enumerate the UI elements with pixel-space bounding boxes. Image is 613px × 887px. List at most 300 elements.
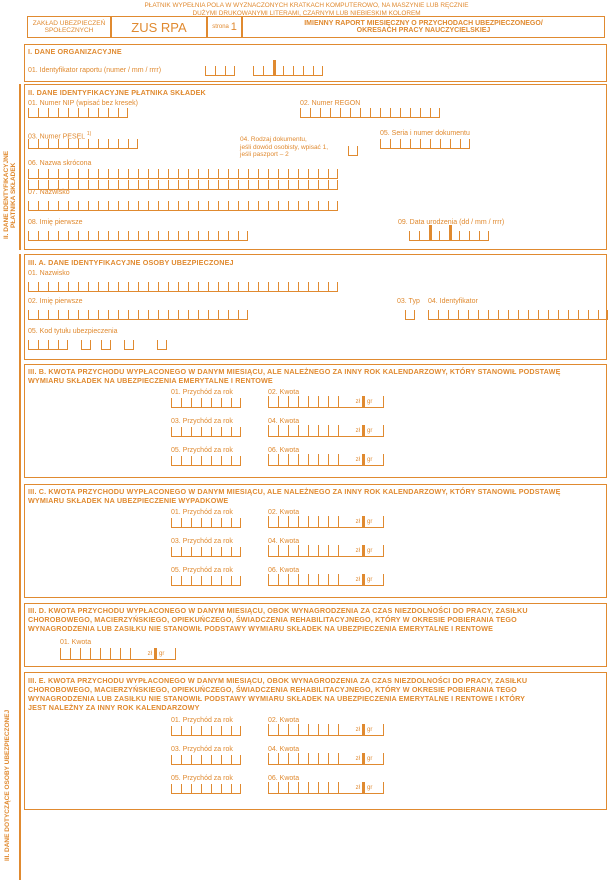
digit-cell[interactable] xyxy=(298,516,308,528)
char-cell[interactable] xyxy=(78,180,88,190)
digit-cell[interactable] xyxy=(308,574,318,586)
doc-type-field[interactable] xyxy=(348,146,358,156)
char-cell[interactable] xyxy=(128,139,138,149)
digit-cell[interactable] xyxy=(328,454,338,466)
digit-cell[interactable] xyxy=(308,724,318,736)
char-cell[interactable] xyxy=(231,547,241,557)
char-cell[interactable] xyxy=(430,108,440,118)
char-cell[interactable] xyxy=(78,282,88,292)
char-cell[interactable] xyxy=(191,784,201,794)
char-cell[interactable] xyxy=(188,201,198,211)
char-cell[interactable] xyxy=(198,310,208,320)
char-cell[interactable] xyxy=(58,169,68,179)
digit-cell[interactable] xyxy=(338,425,348,437)
char-cell[interactable] xyxy=(148,231,158,241)
char-cell[interactable] xyxy=(168,282,178,292)
char-cell[interactable] xyxy=(98,282,108,292)
char-cell[interactable] xyxy=(108,180,118,190)
char-cell[interactable] xyxy=(88,282,98,292)
char-cell[interactable] xyxy=(108,169,118,179)
char-cell[interactable] xyxy=(68,282,78,292)
char-cell[interactable] xyxy=(238,201,248,211)
char-cell[interactable] xyxy=(98,108,108,118)
char-cell[interactable] xyxy=(211,398,221,408)
char-cell[interactable] xyxy=(218,282,228,292)
char-cell[interactable] xyxy=(118,201,128,211)
digit-cell[interactable] xyxy=(318,782,328,794)
regon-field[interactable] xyxy=(300,108,440,118)
char-cell[interactable] xyxy=(118,108,128,118)
char-cell[interactable] xyxy=(450,139,460,149)
char-cell[interactable] xyxy=(88,180,98,190)
char-cell[interactable] xyxy=(231,456,241,466)
digit-cell[interactable] xyxy=(268,574,278,586)
char-cell[interactable] xyxy=(38,139,48,149)
amount-field[interactable] xyxy=(268,454,384,466)
char-cell[interactable] xyxy=(148,310,158,320)
char-cell[interactable] xyxy=(48,231,58,241)
char-cell[interactable] xyxy=(38,310,48,320)
char-cell[interactable] xyxy=(28,282,38,292)
char-cell[interactable] xyxy=(201,456,211,466)
char-cell[interactable] xyxy=(178,169,188,179)
short-name-field-1[interactable] xyxy=(28,169,338,179)
digit-cell[interactable] xyxy=(308,454,318,466)
char-cell[interactable] xyxy=(238,169,248,179)
char-cell[interactable] xyxy=(88,231,98,241)
char-cell[interactable] xyxy=(188,310,198,320)
char-cell[interactable] xyxy=(420,108,430,118)
char-cell[interactable] xyxy=(558,310,568,320)
char-cell[interactable] xyxy=(538,310,548,320)
char-cell[interactable] xyxy=(498,310,508,320)
digit-cell[interactable] xyxy=(278,454,288,466)
digit-cell[interactable] xyxy=(268,782,278,794)
char-cell[interactable] xyxy=(221,726,231,736)
char-cell[interactable] xyxy=(278,169,288,179)
char-cell[interactable] xyxy=(108,310,118,320)
char-cell[interactable] xyxy=(578,310,588,320)
char-cell[interactable] xyxy=(231,576,241,586)
payer-firstname-field[interactable] xyxy=(28,231,248,241)
char-cell[interactable] xyxy=(138,231,148,241)
char-cell[interactable] xyxy=(318,201,328,211)
char-cell[interactable] xyxy=(138,201,148,211)
amount-field[interactable] xyxy=(268,396,384,408)
char-cell[interactable] xyxy=(598,310,608,320)
char-cell[interactable] xyxy=(370,108,380,118)
char-cell[interactable] xyxy=(258,169,268,179)
char-cell[interactable] xyxy=(410,108,420,118)
char-cell[interactable] xyxy=(440,139,450,149)
char-cell[interactable] xyxy=(221,456,231,466)
char-cell[interactable] xyxy=(48,310,58,320)
char-cell[interactable] xyxy=(328,201,338,211)
char-cell[interactable] xyxy=(171,755,181,765)
char-cell[interactable] xyxy=(191,427,201,437)
digit-cell[interactable] xyxy=(338,545,348,557)
digit-cell[interactable] xyxy=(328,574,338,586)
char-cell[interactable] xyxy=(248,282,258,292)
char-cell[interactable] xyxy=(118,180,128,190)
char-cell[interactable] xyxy=(228,201,238,211)
char-cell[interactable] xyxy=(191,726,201,736)
digit-cell[interactable] xyxy=(278,425,288,437)
year-field[interactable] xyxy=(171,755,241,765)
char-cell[interactable] xyxy=(328,180,338,190)
char-cell[interactable] xyxy=(318,169,328,179)
char-cell[interactable] xyxy=(221,755,231,765)
char-cell[interactable] xyxy=(390,108,400,118)
char-cell[interactable] xyxy=(158,282,168,292)
char-cell[interactable] xyxy=(330,108,340,118)
short-name-field-2[interactable] xyxy=(28,180,338,190)
insurance-code-field-2[interactable] xyxy=(81,340,91,350)
digit-cell[interactable] xyxy=(308,396,318,408)
char-cell[interactable] xyxy=(211,547,221,557)
char-cell[interactable] xyxy=(171,726,181,736)
char-cell[interactable] xyxy=(238,282,248,292)
char-cell[interactable] xyxy=(318,282,328,292)
char-cell[interactable] xyxy=(278,180,288,190)
digit-cell[interactable] xyxy=(328,545,338,557)
digit-cell[interactable] xyxy=(288,454,298,466)
char-cell[interactable] xyxy=(78,310,88,320)
digit-cell[interactable] xyxy=(298,782,308,794)
digit-cell[interactable] xyxy=(318,724,328,736)
char-cell[interactable] xyxy=(118,310,128,320)
char-cell[interactable] xyxy=(248,169,258,179)
year-field[interactable] xyxy=(171,427,241,437)
digit-cell[interactable] xyxy=(338,396,348,408)
char-cell[interactable] xyxy=(68,169,78,179)
char-cell[interactable] xyxy=(138,180,148,190)
char-cell[interactable] xyxy=(201,518,211,528)
char-cell[interactable] xyxy=(380,108,390,118)
insurance-code-field[interactable] xyxy=(28,340,68,350)
year-field[interactable] xyxy=(171,398,241,408)
char-cell[interactable] xyxy=(171,456,181,466)
char-cell[interactable] xyxy=(208,169,218,179)
char-cell[interactable] xyxy=(158,180,168,190)
char-cell[interactable] xyxy=(308,180,318,190)
char-cell[interactable] xyxy=(568,310,578,320)
doc-number-field[interactable] xyxy=(380,139,470,149)
year-field[interactable] xyxy=(171,518,241,528)
digit-cell[interactable] xyxy=(338,574,348,586)
char-cell[interactable] xyxy=(231,518,241,528)
char-cell[interactable] xyxy=(181,726,191,736)
char-cell[interactable] xyxy=(188,169,198,179)
char-cell[interactable] xyxy=(98,231,108,241)
char-cell[interactable] xyxy=(248,180,258,190)
char-cell[interactable] xyxy=(448,310,458,320)
char-cell[interactable] xyxy=(181,755,191,765)
char-cell[interactable] xyxy=(188,180,198,190)
digit-cell[interactable] xyxy=(278,782,288,794)
char-cell[interactable] xyxy=(78,139,88,149)
char-cell[interactable] xyxy=(320,108,330,118)
char-cell[interactable] xyxy=(460,139,470,149)
char-cell[interactable] xyxy=(218,180,228,190)
char-cell[interactable] xyxy=(108,201,118,211)
char-cell[interactable] xyxy=(68,310,78,320)
char-cell[interactable] xyxy=(221,784,231,794)
insured-surname-field[interactable] xyxy=(28,282,338,292)
char-cell[interactable] xyxy=(228,310,238,320)
char-cell[interactable] xyxy=(201,755,211,765)
char-cell[interactable] xyxy=(118,139,128,149)
char-cell[interactable] xyxy=(128,231,138,241)
char-cell[interactable] xyxy=(288,201,298,211)
char-cell[interactable] xyxy=(118,231,128,241)
char-cell[interactable] xyxy=(48,201,58,211)
digit-cell[interactable] xyxy=(318,454,328,466)
digit-cell[interactable] xyxy=(318,753,328,765)
char-cell[interactable] xyxy=(201,726,211,736)
char-cell[interactable] xyxy=(221,427,231,437)
char-cell[interactable] xyxy=(201,398,211,408)
char-cell[interactable] xyxy=(108,139,118,149)
insurance-code-field-5[interactable] xyxy=(157,340,167,350)
digit-cell[interactable] xyxy=(298,396,308,408)
char-cell[interactable] xyxy=(138,169,148,179)
char-cell[interactable] xyxy=(178,310,188,320)
char-cell[interactable] xyxy=(58,282,68,292)
char-cell[interactable] xyxy=(410,139,420,149)
digit-cell[interactable] xyxy=(278,724,288,736)
3d-amount-field[interactable]: zł gr xyxy=(60,648,176,660)
char-cell[interactable] xyxy=(178,231,188,241)
char-cell[interactable] xyxy=(268,201,278,211)
amount-field[interactable] xyxy=(268,516,384,528)
report-id-number[interactable] xyxy=(205,66,235,76)
char-cell[interactable] xyxy=(221,398,231,408)
char-cell[interactable] xyxy=(428,310,438,320)
char-cell[interactable] xyxy=(221,576,231,586)
char-cell[interactable] xyxy=(400,139,410,149)
char-cell[interactable] xyxy=(300,108,310,118)
char-cell[interactable] xyxy=(228,169,238,179)
birthdate-field[interactable] xyxy=(409,231,489,241)
char-cell[interactable] xyxy=(228,180,238,190)
identifier-field[interactable] xyxy=(428,310,608,320)
digit-cell[interactable] xyxy=(278,753,288,765)
char-cell[interactable] xyxy=(28,169,38,179)
char-cell[interactable] xyxy=(128,180,138,190)
char-cell[interactable] xyxy=(68,201,78,211)
char-cell[interactable] xyxy=(108,231,118,241)
char-cell[interactable] xyxy=(98,310,108,320)
amount-field[interactable] xyxy=(268,574,384,586)
char-cell[interactable] xyxy=(221,547,231,557)
char-cell[interactable] xyxy=(528,310,538,320)
char-cell[interactable] xyxy=(158,169,168,179)
digit-cell[interactable] xyxy=(318,574,328,586)
digit-cell[interactable] xyxy=(268,545,278,557)
year-field[interactable] xyxy=(171,726,241,736)
char-cell[interactable] xyxy=(128,201,138,211)
char-cell[interactable] xyxy=(128,310,138,320)
digit-cell[interactable] xyxy=(298,545,308,557)
char-cell[interactable] xyxy=(191,576,201,586)
char-cell[interactable] xyxy=(380,139,390,149)
char-cell[interactable] xyxy=(268,180,278,190)
char-cell[interactable] xyxy=(211,726,221,736)
digit-cell[interactable] xyxy=(288,782,298,794)
char-cell[interactable] xyxy=(201,784,211,794)
char-cell[interactable] xyxy=(390,139,400,149)
char-cell[interactable] xyxy=(98,201,108,211)
digit-cell[interactable] xyxy=(298,454,308,466)
char-cell[interactable] xyxy=(118,169,128,179)
char-cell[interactable] xyxy=(211,755,221,765)
digit-cell[interactable] xyxy=(308,545,318,557)
digit-cell[interactable] xyxy=(298,724,308,736)
char-cell[interactable] xyxy=(78,108,88,118)
char-cell[interactable] xyxy=(218,169,228,179)
digit-cell[interactable] xyxy=(268,516,278,528)
char-cell[interactable] xyxy=(168,180,178,190)
char-cell[interactable] xyxy=(231,427,241,437)
report-id-date[interactable] xyxy=(253,66,323,76)
char-cell[interactable] xyxy=(171,784,181,794)
digit-cell[interactable] xyxy=(288,545,298,557)
char-cell[interactable] xyxy=(258,180,268,190)
char-cell[interactable] xyxy=(288,180,298,190)
char-cell[interactable] xyxy=(58,108,68,118)
char-cell[interactable] xyxy=(68,231,78,241)
char-cell[interactable] xyxy=(258,201,268,211)
char-cell[interactable] xyxy=(148,282,158,292)
char-cell[interactable] xyxy=(221,518,231,528)
char-cell[interactable] xyxy=(181,427,191,437)
digit-cell[interactable] xyxy=(328,724,338,736)
char-cell[interactable] xyxy=(48,169,58,179)
digit-cell[interactable] xyxy=(288,724,298,736)
char-cell[interactable] xyxy=(231,784,241,794)
amount-field[interactable] xyxy=(268,753,384,765)
char-cell[interactable] xyxy=(400,108,410,118)
char-cell[interactable] xyxy=(138,310,148,320)
char-cell[interactable] xyxy=(68,139,78,149)
char-cell[interactable] xyxy=(211,784,221,794)
char-cell[interactable] xyxy=(211,427,221,437)
char-cell[interactable] xyxy=(28,310,38,320)
char-cell[interactable] xyxy=(228,231,238,241)
year-field[interactable] xyxy=(171,456,241,466)
digit-cell[interactable] xyxy=(288,574,298,586)
digit-cell[interactable] xyxy=(288,516,298,528)
char-cell[interactable] xyxy=(208,231,218,241)
digit-cell[interactable] xyxy=(278,574,288,586)
char-cell[interactable] xyxy=(268,282,278,292)
char-cell[interactable] xyxy=(218,310,228,320)
char-cell[interactable] xyxy=(208,180,218,190)
digit-cell[interactable] xyxy=(288,425,298,437)
char-cell[interactable] xyxy=(158,310,168,320)
char-cell[interactable] xyxy=(198,231,208,241)
char-cell[interactable] xyxy=(58,201,68,211)
char-cell[interactable] xyxy=(211,456,221,466)
char-cell[interactable] xyxy=(58,139,68,149)
insurance-code-field-4[interactable] xyxy=(124,340,134,350)
digit-cell[interactable] xyxy=(278,396,288,408)
char-cell[interactable] xyxy=(548,310,558,320)
digit-cell[interactable] xyxy=(278,545,288,557)
char-cell[interactable] xyxy=(98,169,108,179)
char-cell[interactable] xyxy=(288,169,298,179)
char-cell[interactable] xyxy=(178,201,188,211)
char-cell[interactable] xyxy=(488,310,498,320)
digit-cell[interactable] xyxy=(328,516,338,528)
char-cell[interactable] xyxy=(38,282,48,292)
amount-field[interactable] xyxy=(268,425,384,437)
char-cell[interactable] xyxy=(38,169,48,179)
char-cell[interactable] xyxy=(38,201,48,211)
digit-cell[interactable] xyxy=(338,782,348,794)
digit-cell[interactable] xyxy=(298,574,308,586)
char-cell[interactable] xyxy=(201,547,211,557)
char-cell[interactable] xyxy=(208,282,218,292)
char-cell[interactable] xyxy=(168,169,178,179)
char-cell[interactable] xyxy=(238,180,248,190)
digit-cell[interactable] xyxy=(328,753,338,765)
char-cell[interactable] xyxy=(181,518,191,528)
char-cell[interactable] xyxy=(258,282,268,292)
digit-cell[interactable] xyxy=(318,396,328,408)
payer-surname-field[interactable] xyxy=(28,201,338,211)
digit-cell[interactable] xyxy=(308,516,318,528)
digit-cell[interactable] xyxy=(328,425,338,437)
char-cell[interactable] xyxy=(88,108,98,118)
digit-cell[interactable] xyxy=(338,753,348,765)
char-cell[interactable] xyxy=(238,231,248,241)
digit-cell[interactable] xyxy=(318,516,328,528)
char-cell[interactable] xyxy=(188,282,198,292)
char-cell[interactable] xyxy=(420,139,430,149)
char-cell[interactable] xyxy=(211,518,221,528)
char-cell[interactable] xyxy=(201,427,211,437)
char-cell[interactable] xyxy=(171,518,181,528)
char-cell[interactable] xyxy=(231,726,241,736)
char-cell[interactable] xyxy=(48,282,58,292)
char-cell[interactable] xyxy=(360,108,370,118)
digit-cell[interactable] xyxy=(298,753,308,765)
char-cell[interactable] xyxy=(328,282,338,292)
char-cell[interactable] xyxy=(38,108,48,118)
char-cell[interactable] xyxy=(198,201,208,211)
char-cell[interactable] xyxy=(191,518,201,528)
char-cell[interactable] xyxy=(268,169,278,179)
char-cell[interactable] xyxy=(218,201,228,211)
digit-cell[interactable] xyxy=(338,454,348,466)
char-cell[interactable] xyxy=(28,231,38,241)
char-cell[interactable] xyxy=(148,169,158,179)
char-cell[interactable] xyxy=(298,282,308,292)
char-cell[interactable] xyxy=(208,201,218,211)
char-cell[interactable] xyxy=(168,310,178,320)
char-cell[interactable] xyxy=(28,139,38,149)
char-cell[interactable] xyxy=(171,427,181,437)
char-cell[interactable] xyxy=(231,398,241,408)
char-cell[interactable] xyxy=(181,576,191,586)
char-cell[interactable] xyxy=(58,231,68,241)
char-cell[interactable] xyxy=(98,180,108,190)
char-cell[interactable] xyxy=(328,169,338,179)
digit-cell[interactable] xyxy=(308,753,318,765)
char-cell[interactable] xyxy=(108,282,118,292)
